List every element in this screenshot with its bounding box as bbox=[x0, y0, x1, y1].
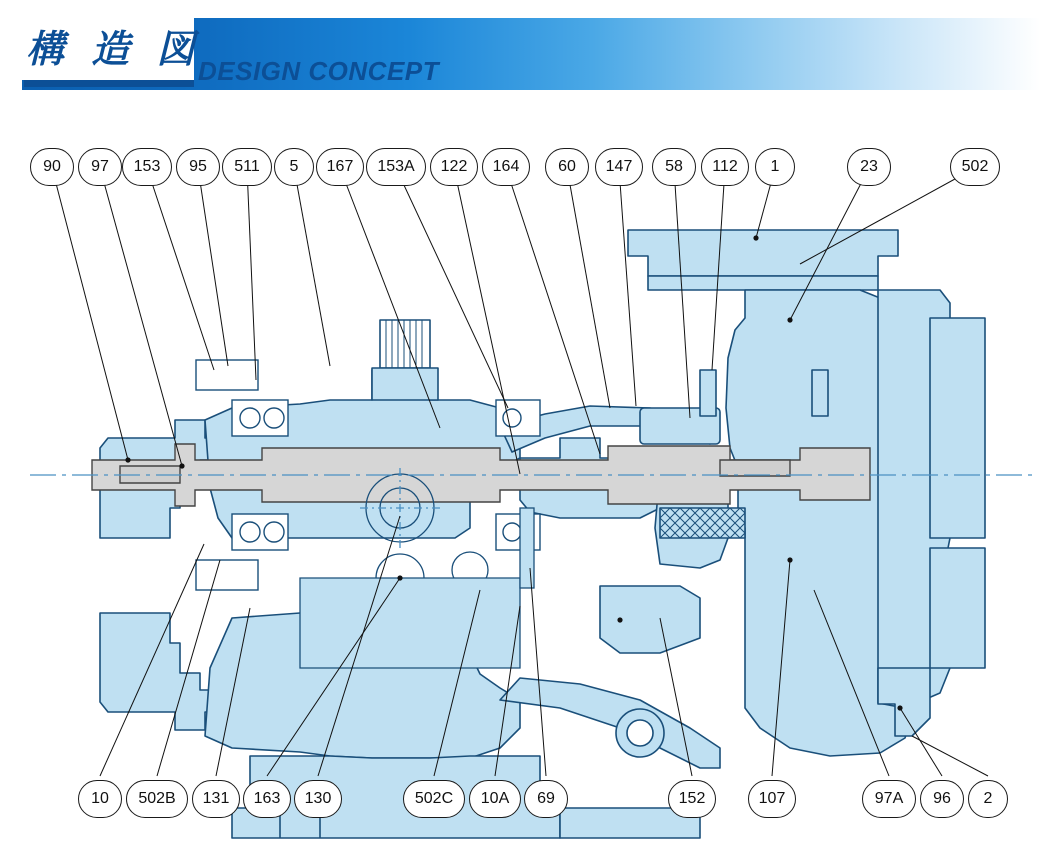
callout-502[interactable]: 502 bbox=[950, 148, 1000, 186]
callout-153a[interactable]: 153A bbox=[366, 148, 426, 186]
oil-sump-cavity bbox=[300, 578, 520, 668]
callout-511[interactable]: 511 bbox=[222, 148, 272, 186]
discharge-flange-top bbox=[628, 230, 898, 276]
discharge-flange-plate bbox=[648, 276, 878, 290]
suction-nozzle bbox=[930, 318, 985, 538]
callout-69[interactable]: 69 bbox=[524, 780, 568, 818]
shaft-keyway-right bbox=[720, 460, 790, 476]
bearing-ball-2 bbox=[264, 408, 284, 428]
callout-23[interactable]: 23 bbox=[847, 148, 891, 186]
callout-5[interactable]: 5 bbox=[274, 148, 314, 186]
callout-167[interactable]: 167 bbox=[316, 148, 364, 186]
callout-502b[interactable]: 502B bbox=[126, 780, 188, 818]
callout-163[interactable]: 163 bbox=[243, 780, 291, 818]
packing-gland-hatch bbox=[660, 508, 745, 538]
bearing-ball-6 bbox=[503, 523, 521, 541]
vent-plug-base bbox=[372, 368, 438, 400]
callout-10a[interactable]: 10A bbox=[469, 780, 521, 818]
callout-90[interactable]: 90 bbox=[30, 148, 74, 186]
callout-131[interactable]: 131 bbox=[192, 780, 240, 818]
support-arm-lower bbox=[500, 678, 720, 768]
callout-95[interactable]: 95 bbox=[176, 148, 220, 186]
callout-130[interactable]: 130 bbox=[294, 780, 342, 818]
bearing-ball-4 bbox=[264, 522, 284, 542]
bearing-ball-5 bbox=[503, 409, 521, 427]
callout-152[interactable]: 152 bbox=[668, 780, 716, 818]
page-title-japanese: 構 造 図 bbox=[26, 27, 202, 71]
pump-drawing-svg bbox=[0, 108, 1062, 857]
bearing-left-upper bbox=[196, 360, 258, 390]
callout-502c[interactable]: 502C bbox=[403, 780, 465, 818]
page-title-english: DESIGN CONCEPT bbox=[198, 56, 440, 86]
page-header bbox=[0, 0, 1062, 108]
support-arm-hole bbox=[627, 720, 653, 746]
pump-cross-section-diagram bbox=[0, 108, 1062, 857]
bearing-left-lower bbox=[196, 560, 258, 590]
callout-122[interactable]: 122 bbox=[430, 148, 478, 186]
callout-60[interactable]: 60 bbox=[545, 148, 589, 186]
callout-97a[interactable]: 97A bbox=[862, 780, 916, 818]
gland-follower-lower bbox=[600, 586, 700, 653]
callout-96[interactable]: 96 bbox=[920, 780, 964, 818]
callout-1[interactable]: 1 bbox=[755, 148, 795, 186]
callout-153[interactable]: 153 bbox=[122, 148, 172, 186]
callout-112[interactable]: 112 bbox=[701, 148, 749, 186]
callout-147[interactable]: 147 bbox=[595, 148, 643, 186]
bearing-ball-1 bbox=[240, 408, 260, 428]
callout-2[interactable]: 2 bbox=[968, 780, 1008, 818]
callout-107[interactable]: 107 bbox=[748, 780, 796, 818]
flush-pipe-vertical-2 bbox=[812, 370, 828, 416]
header-title-underline bbox=[24, 80, 194, 87]
callout-164[interactable]: 164 bbox=[482, 148, 530, 186]
callout-58[interactable]: 58 bbox=[652, 148, 696, 186]
suction-nozzle-lower bbox=[930, 548, 985, 668]
callout-10[interactable]: 10 bbox=[78, 780, 122, 818]
oil-level-strip bbox=[520, 508, 534, 588]
bearing-ball-3 bbox=[240, 522, 260, 542]
callout-97[interactable]: 97 bbox=[78, 148, 122, 186]
flush-pipe-vertical bbox=[700, 370, 716, 416]
